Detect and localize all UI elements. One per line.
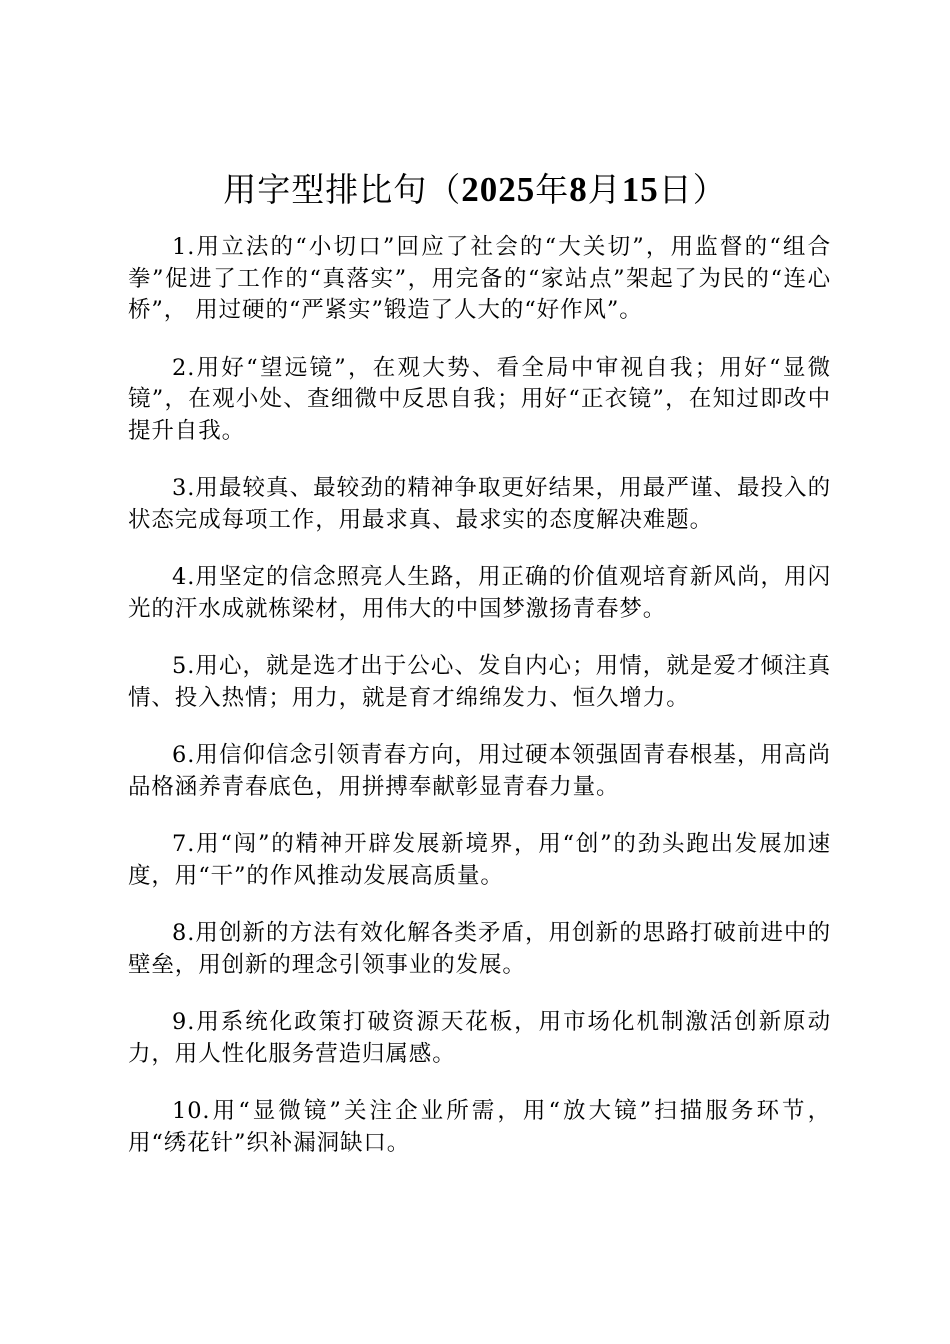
paragraph-4: 4.用坚定的信念照亮人生路，用正确的价值观培育新风尚，用闪光的汗水成就栋梁材，用伟大的中国梦激扬青春梦。: [128, 564, 831, 622]
paragraph-3: 3.用最较真、最较劲的精神争取更好结果，用最严谨、最投入的状态完成每项工作，用最求真、最求实的态度解决难题。: [128, 475, 831, 533]
document-body: [128, 232, 831, 1185]
paragraph-8: 8.用创新的方法有效化解各类矛盾，用创新的思路打破前进中的壁垒，用创新的理念引领事业的发展。: [128, 920, 831, 978]
title-prefix: 用字型排比句（: [223, 170, 462, 209]
paragraph-7: 7.用“闯”的精神开辟发展新境界，用“创”的劲头跑出发展加速度，用“干”的作风推动发展高质量。: [128, 831, 831, 889]
paragraph-1: 1.用立法的“小切口”回应了社会的“大关切”，用监督的“组合拳”促进了工作的“真落实”，用完备的“家站点”架起了为民的“连心桥”， 用过硬的“严紧实”锻造了人大的“好作风”。: [128, 234, 831, 323]
title-year: 2025: [461, 170, 536, 209]
paragraph-9: 9.用系统化政策打破资源天花板，用市场化机制激活创新原动力，用人性化服务营造归属感。: [128, 1009, 831, 1067]
paragraph-6: 6.用信仰信念引领青春方向，用过硬本领强固青春根基，用高尚品格涵养青春底色，用拼搏奉献彰显青春力量。: [128, 742, 831, 800]
title-day: 15: [621, 170, 659, 209]
title-suffix: 日）: [658, 170, 727, 209]
title-year-unit: 年: [535, 170, 570, 209]
paragraph-2: 2.用好“望远镜”，在观大势、看全局中审视自我；用好“显微镜”，在观小处、查细微中反思自我；用好“正衣镜”，在知过即改中提升自我。: [128, 354, 831, 444]
paragraph-10: 10.用“显微镜”关注企业所需，用“放大镜”扫描服务环节，用“绣花针”织补漏洞缺口。: [128, 1098, 831, 1156]
paragraph-5: 5.用心，就是选才出于公心、发自内心；用情，就是爱才倾注真情、投入热情；用力，就是育才绵绵发力、恒久增力。: [128, 653, 831, 711]
document-title: [0, 166, 950, 214]
title-month-unit: 月: [587, 170, 622, 209]
title-month: 8: [569, 170, 588, 209]
